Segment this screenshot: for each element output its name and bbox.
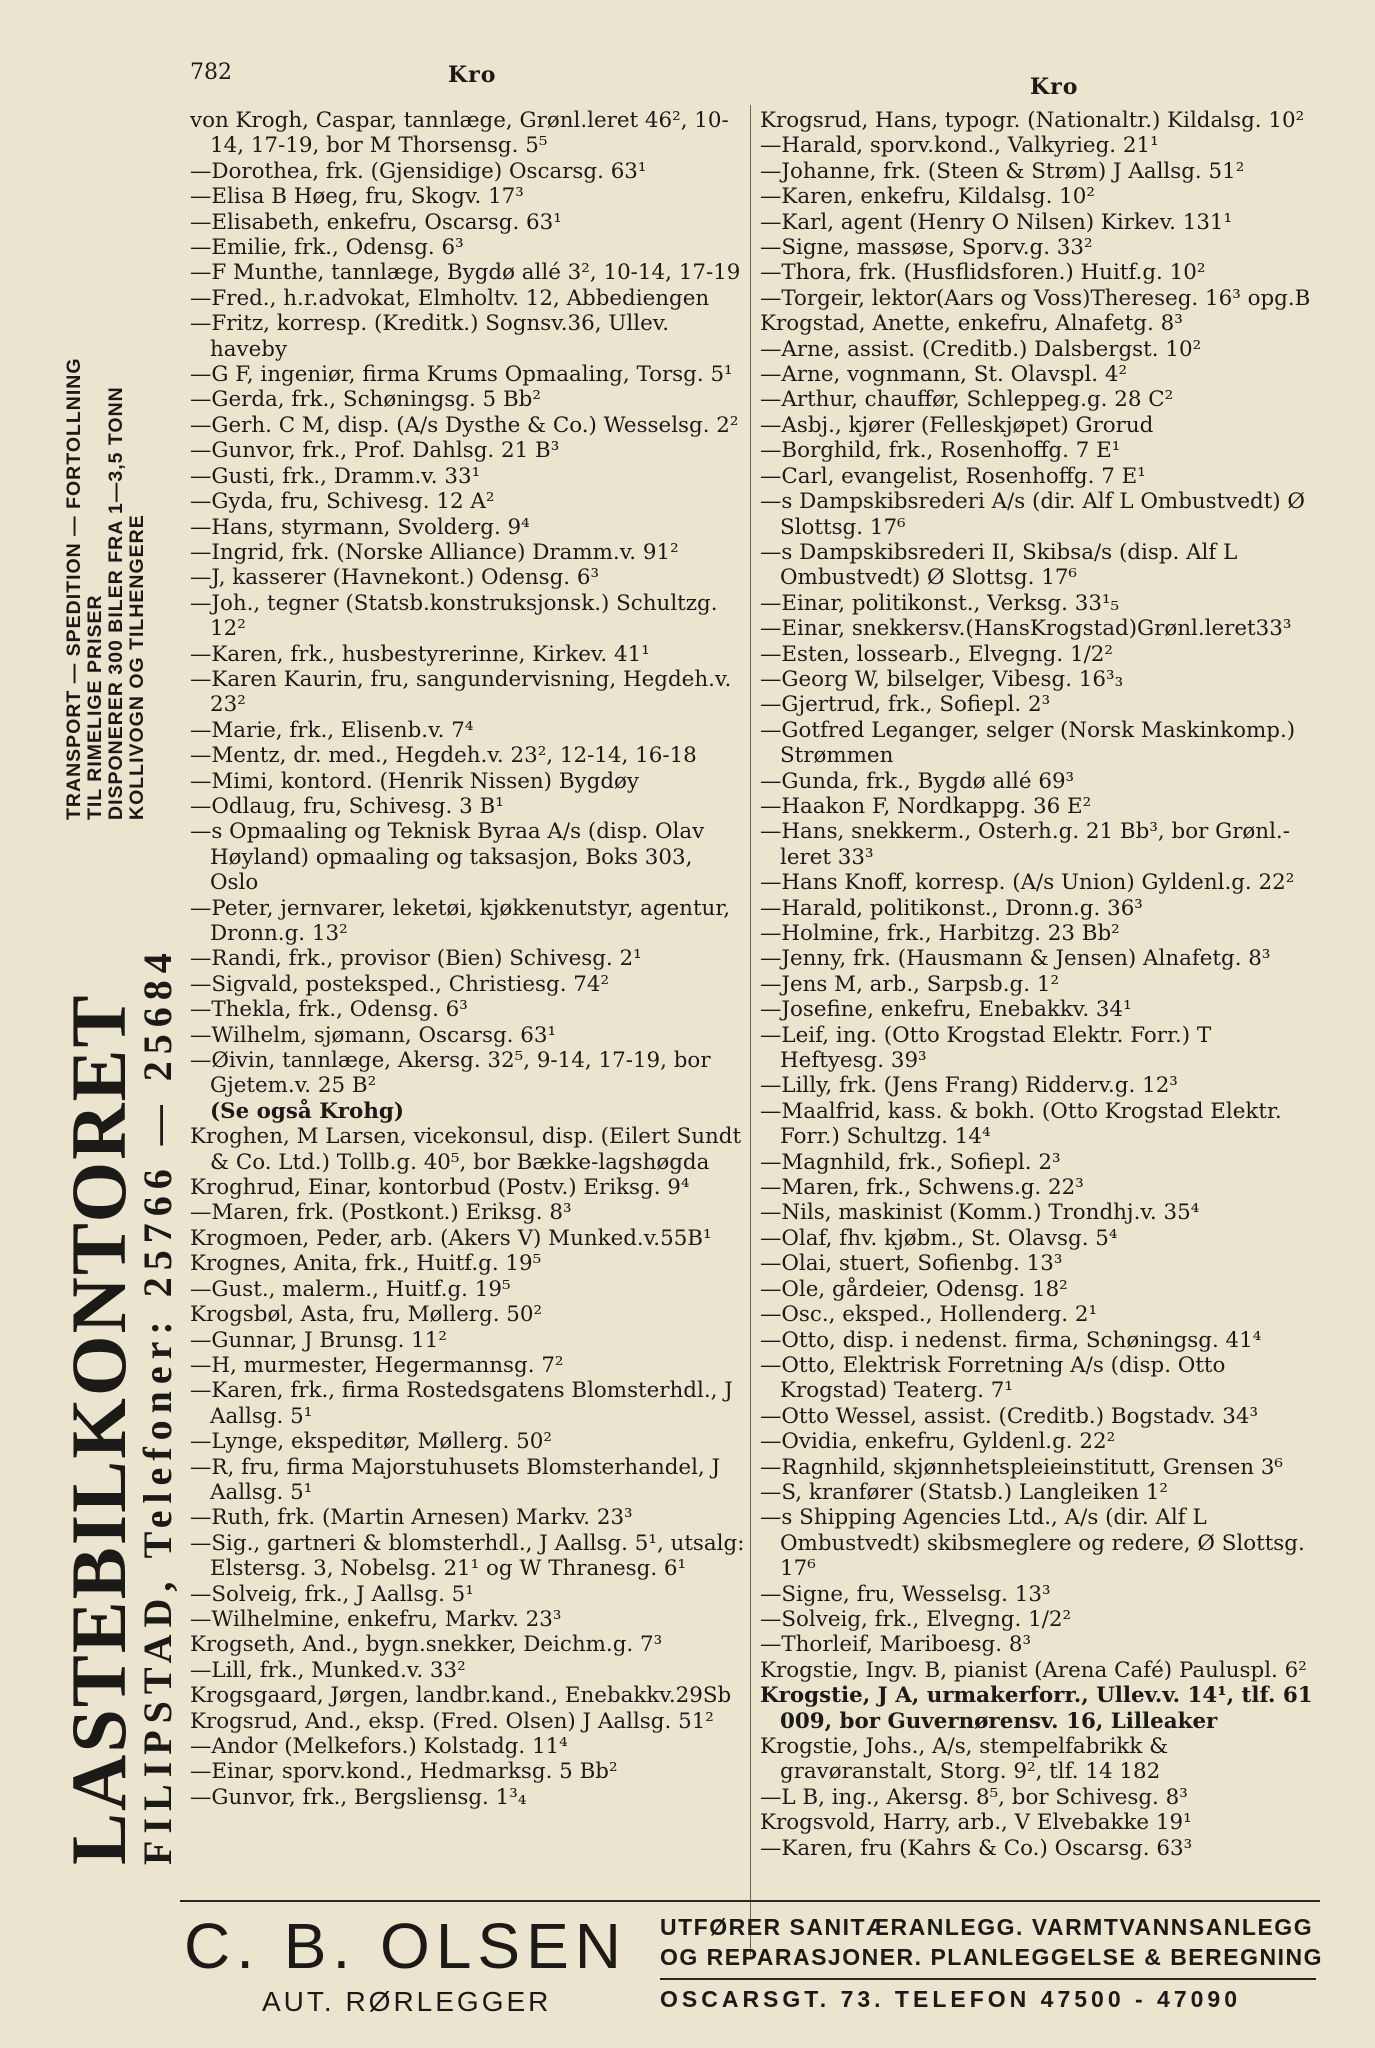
directory-entry: —Fred., h.r.advokat, Elmholtv. 12, Abbediengen: [190, 285, 710, 311]
directory-entry: —Gust., malerm., Huitf.g. 19⁵: [190, 1276, 511, 1302]
directory-entry: —Gerda, frk., Schøningsg. 5 Bb²: [190, 387, 541, 413]
directory-entry: —Ovidia, enkefru, Gyldenl.g. 22²: [760, 1429, 1116, 1455]
directory-entry: —Torgeir, lektor(Aars og Voss)Thereseg. 16³ opg.B: [760, 285, 1311, 311]
directory-entry: —Hans, snekkerm., Osterh.g. 21 Bb³, bor Grønl.-leret 33³: [760, 819, 1290, 870]
directory-entry: Krogsvold, Harry, arb., V Elvebakke 19¹: [760, 1810, 1192, 1836]
lastebilkontoret-title: LASTEBILKONTORET: [55, 993, 142, 1865]
transport-text-block: [64, 357, 148, 820]
transport-line: TRANSPORT — SPEDITION — FORTOLLNING: [63, 357, 85, 820]
directory-entry: —Harald, politikonst., Dronn.g. 36³: [760, 895, 1143, 921]
directory-entry: —Fritz, korresp. (Kreditk.) Sognsv.36, Ullev. haveby: [190, 311, 670, 362]
directory-entry: —Lill, frk., Munked.v. 33²: [190, 1657, 466, 1683]
address-line: OSCARSGT. 73. TELEFON 47500 - 47090: [660, 1986, 1242, 2012]
directory-entry: —Einar, snekkersv.(HansKrogstad)Grønl.leret33³: [760, 616, 1292, 642]
directory-entry: Krogsbøl, Asta, fru, Møllerg. 50²: [190, 1302, 543, 1328]
bottom-advertisement: [180, 1900, 1323, 2030]
directory-entry: —Sig., gartneri & blomsterhdl., J Aallsg. 5¹, utsalg: Elstersg. 3, Nobelsg. 21¹ og W Thranesg. 6¹: [190, 1530, 745, 1582]
directory-entry: —Signe, fru, Wesselsg. 13³: [760, 1581, 1051, 1607]
directory-entry: —Josefine, enkefru, Enebakkv. 34¹: [760, 997, 1132, 1023]
directory-entry: —Einar, sporv.kond., Hedmarksg. 5 Bb²: [190, 1759, 618, 1785]
directory-entry: —Magnhild, frk., Sofiepl. 2³: [760, 1149, 1061, 1175]
directory-entry: —Harald, sporv.kond., Valkyrieg. 21¹: [760, 133, 1159, 159]
directory-entry: —Georg W, bilselger, Vibesg. 16³₃: [760, 666, 1124, 692]
directory-entry: Krogstie, Ingv. B, pianist (Arena Café) Pauluspl. 6²: [760, 1657, 1307, 1683]
directory-entry: —Arthur, chauffør, Schleppeg.g. 28 C²: [760, 387, 1174, 413]
column-divider: [750, 105, 751, 1955]
directory-entry: —F Munthe, tannlæge, Bygdø allé 3², 10-14, 17-19: [190, 260, 741, 286]
directory-entry: —Elisabeth, enkefru, Oscarsg. 63¹: [190, 209, 562, 235]
left-column: [190, 108, 745, 1810]
directory-entry: —Signe, massøse, Sporv.g. 33²: [760, 235, 1093, 261]
directory-entry: —Andor (Melkefors.) Kolstadg. 11⁴: [190, 1734, 568, 1759]
directory-entry: Krogsrud, And., eksp. (Fred. Olsen) J Aallsg. 51²: [190, 1708, 714, 1734]
directory-entry: von Krogh, Caspar, tannlæge, Grønl.leret 46², 10-14, 17-19, bor M Thorsensg. 5⁵: [190, 108, 729, 159]
directory-entry: —Karen, frk., firma Rostedsgatens Blomsterhdl., J Aallsg. 5¹: [190, 1378, 733, 1429]
directory-entry: —s Shipping Agencies Ltd., A/s (dir. Alf L Ombustvedt) skibsmeglere og redere, Ø Slottsg. 17⁶: [760, 1505, 1305, 1582]
directory-entry: —Jenny, frk. (Hausmann & Jensen) Alnafetg. 8³: [760, 946, 1271, 972]
directory-entry: —Asbj., kjører (Felleskjøpet) Grorud: [760, 412, 1154, 438]
directory-entry: —Arne, vognmann, St. Olavspl. 4²: [760, 362, 1128, 388]
side-advertisement: [55, 100, 180, 1870]
directory-entry: Kroghen, M Larsen, vicekonsul, disp. (Eilert Sundt & Co. Ltd.) Tollb.g. 40⁵, bor Bække-lagshøgda: [190, 1124, 742, 1175]
directory-entry: Krognes, Anita, frk., Huitf.g. 19⁵: [190, 1251, 542, 1277]
directory-entry: —Hans, styrmann, Svolderg. 9⁴: [190, 514, 530, 540]
directory-entry: —Gunnar, J Brunsg. 11²: [190, 1327, 447, 1353]
directory-entry: —Carl, evangelist, Rosenhoffg. 7 E¹: [760, 463, 1146, 489]
directory-entry: —Sigvald, posteksped., Christiesg. 74²: [190, 971, 610, 997]
services-line: UTFØRER SANITÆRANLEGG. VARMTVANNSANLEGG: [660, 1914, 1314, 1940]
directory-entry: —H, murmester, Hegermannsg. 7²: [190, 1352, 564, 1378]
directory-entry: —Mentz, dr. med., Hegdeh.v. 23², 12-14, 16-18: [190, 743, 697, 769]
directory-entry: —Joh., tegner (Statsb.konstruksjonsk.) Schultzg. 12²: [190, 590, 718, 642]
directory-entry: —J, kasserer (Havnekont.) Odensg. 6³: [190, 565, 600, 591]
directory-entry: —Wilhelm, sjømann, Oscarsg. 63¹: [190, 1022, 557, 1048]
directory-entry: —Esten, lossearb., Elvegng. 1/2²: [760, 641, 1113, 667]
directory-entry: Krogseth, And., bygn.snekker, Deichm.g. 7³: [190, 1632, 663, 1658]
directory-entry: —Karen Kaurin, fru, sangundervisning, Hegdeh.v. 23²: [190, 666, 732, 718]
directory-entry: —Karen, enkefru, Kildalsg. 10²: [760, 184, 1095, 210]
directory-entry: —Borghild, frk., Rosenhoffg. 7 E¹: [760, 438, 1121, 464]
right-column: [760, 108, 1315, 1861]
directory-entry: —Gerh. C M, disp. (A/s Dysthe & Co.) Wesselsg. 2²: [190, 412, 739, 438]
directory-entry: —Arne, assist. (Creditb.) Dalsbergst. 10²: [760, 336, 1202, 362]
transport-line: KOLLIVOGN OG TILHENGERE: [126, 514, 148, 820]
directory-entry: —S, kranfører (Statsb.) Langleiken 1²: [760, 1479, 1169, 1505]
directory-entry: —Peter, jernvarer, leketøi, kjøkkenutstyr, agentur, Dronn.g. 13²: [190, 895, 730, 946]
directory-entry: —Maren, frk. (Postkont.) Eriksg. 8³: [190, 1200, 572, 1226]
directory-entry: Krogmoen, Peder, arb. (Akers V) Munked.v.55B¹: [190, 1225, 712, 1251]
directory-entry: Krogstie, J A, urmakerforr., Ullev.v. 14¹, tlf. 61 009, bor Guvernørensv. 16, Lilleaker: [760, 1683, 1313, 1734]
directory-entry: —Ragnhild, skjønnhetspleieinstitutt, Grensen 3⁶: [760, 1454, 1284, 1480]
directory-entry: —Emilie, frk., Odensg. 6³: [190, 235, 464, 261]
directory-entry: —Olaf, fhv. kjøbm., St. Olavsg. 5⁴: [760, 1225, 1118, 1251]
directory-entry: —Ruth, frk. (Martin Arnesen) Markv. 23³: [190, 1505, 633, 1531]
company-name: C. B. OLSEN: [184, 1910, 627, 1982]
page-number: 782: [190, 60, 232, 85]
directory-entry: —Karen, frk., husbestyrerinne, Kirkev. 41¹: [190, 641, 650, 667]
directory-entry: —Thora, frk. (Husflidsforen.) Huitf.g. 10²: [760, 260, 1206, 286]
directory-entry: —Thorleif, Mariboesg. 8³: [760, 1632, 1032, 1658]
transport-line: DISPONERER 300 BILER FRA 1—3,5 TONN: [105, 386, 127, 820]
directory-entry: —Ingrid, frk. (Norske Alliance) Dramm.v. 91²: [190, 539, 679, 565]
directory-entry: —Solveig, frk., J Aallsg. 5¹: [190, 1581, 474, 1607]
directory-entry: —Karl, agent (Henry O Nilsen) Kirkev. 131¹: [760, 209, 1233, 235]
directory-entry: —Randi, frk., provisor (Bien) Schivesg. 2¹: [190, 946, 642, 972]
directory-entry: —s Dampskibsrederi A/s (dir. Alf L Ombustvedt) Ø Slottsg. 17⁶: [760, 489, 1305, 540]
directory-entry: —Gunvor, frk., Bergsliensg. 1³₄: [190, 1784, 527, 1810]
transport-line: TIL RIMELIGE PRISER: [84, 594, 106, 820]
directory-entry: —Thekla, frk., Odensg. 6³: [190, 997, 468, 1023]
directory-entry: —Haakon F, Nordkappg. 36 E²: [760, 793, 1092, 819]
running-header-right: Kro: [1030, 74, 1079, 100]
directory-entry: —Otto, disp. i nedenst. firma, Schøningsg. 41⁴: [760, 1327, 1262, 1353]
directory-entry: —Einar, politikonst., Verksg. 33¹₅: [760, 590, 1120, 616]
directory-entry: —Lilly, frk. (Jens Frang) Ridderv.g. 12³: [760, 1073, 1178, 1099]
directory-entry: —Elisa B Høeg, fru, Skogv. 17³: [190, 184, 524, 210]
directory-entry: Krogstie, Johs., A/s, stempelfabrikk & gravøranstalt, Storg. 9², tlf. 14 182: [760, 1734, 1169, 1785]
directory-entry: —Olai, stuert, Sofienbg. 13³: [760, 1251, 1063, 1277]
running-header-left: Kro: [448, 62, 497, 88]
directory-entry: —Øivin, tannlæge, Akersg. 32⁵, 9-14, 17-19, bor Gjetem.v. 25 B²: [190, 1048, 711, 1099]
directory-entry: —Nils, maskinist (Komm.) Trondhj.v. 35⁴: [760, 1200, 1200, 1226]
directory-entry: (Se også Krohg): [210, 1098, 404, 1124]
directory-entry: —Johanne, frk. (Steen & Strøm) J Aallsg. 51²: [760, 158, 1245, 184]
directory-entry: —L B, ing., Akersg. 8⁵, bor Schivesg. 8³: [760, 1784, 1188, 1810]
directory-entry: —G F, ingeniør, firma Krums Opmaaling, Torsg. 5¹: [190, 362, 733, 388]
directory-entry: —Holmine, frk., Harbitzg. 23 Bb²: [760, 921, 1120, 946]
directory-entry: Kroghrud, Einar, kontorbud (Postv.) Eriksg. 9⁴: [190, 1175, 690, 1201]
directory-entry: —Leif, ing. (Otto Krogstad Elektr. Forr.) T Heftyesg. 39³: [760, 1022, 1212, 1074]
directory-entry: —s Opmaaling og Teknisk Byraa A/s (disp. Olav Høyland) opmaaling og taksasjon, Boks 303, Oslo: [190, 819, 705, 896]
directory-entry: —Mimi, kontord. (Henrik Nissen) Bygdøy: [190, 768, 639, 794]
directory-entry: —R, fru, firma Majorstuhusets Blomsterhandel, J Aallsg. 5¹: [190, 1454, 721, 1505]
directory-entry: —Hans Knoff, korresp. (A/s Union) Gyldenl.g. 22²: [760, 870, 1295, 896]
directory-entry: —Gunda, frk., Bygdø allé 69³: [760, 768, 1075, 794]
directory-entry: —Marie, frk., Elisenb.v. 7⁴: [190, 717, 474, 743]
directory-entry: —Jens M, arb., Sarpsb.g. 1²: [760, 971, 1060, 997]
directory-entry: —Otto Wessel, assist. (Creditb.) Bogstadv. 34³: [760, 1403, 1259, 1429]
directory-entry: —Ole, gårdeier, Odensg. 18²: [760, 1276, 1068, 1302]
directory-entry: —Gyda, fru, Schivesg. 12 A²: [190, 489, 495, 515]
directory-entry: —s Dampskibsrederi II, Skibsa/s (disp. Alf L Ombustvedt) Ø Slottsg. 17⁶: [760, 539, 1238, 591]
directory-entry: —Wilhelmine, enkefru, Markv. 23³: [190, 1606, 562, 1632]
directory-entry: —Solveig, frk., Elvegng. 1/2²: [760, 1606, 1072, 1632]
directory-entry: —Gusti, frk., Dramm.v. 33¹: [190, 463, 481, 489]
company-subtitle: AUT. RØRLEGGER: [262, 1986, 552, 2017]
directory-entry: —Gjertrud, frk., Sofiepl. 2³: [760, 692, 1051, 718]
directory-entry: —Maalfrid, kass. & bokh. (Otto Krogstad Elektr. Forr.) Schultzg. 14⁴: [760, 1098, 1282, 1150]
directory-entry: —Karen, fru (Kahrs & Co.) Oscarsg. 63³: [760, 1835, 1193, 1861]
phone-line: FILIPSTAD, Telefoner: 25766 — 25684: [135, 946, 180, 1865]
services-line: OG REPARASJONER. PLANLEGGELSE & BEREGNING: [660, 1944, 1323, 1970]
directory-entry: —Otto, Elektrisk Forretning A/s (disp. Otto Krogstad) Teaterg. 7¹: [760, 1352, 1226, 1404]
ad-top-rule: [180, 1900, 1320, 1902]
directory-entry: —Maren, frk., Schwens.g. 22³: [760, 1175, 1084, 1201]
directory-entry: Krogsgaard, Jørgen, landbr.kand., Enebakkv.29Sb: [190, 1683, 732, 1709]
directory-entry: Krogstad, Anette, enkefru, Alnafetg. 8³: [760, 311, 1183, 337]
directory-entry: —Odlaug, fru, Schivesg. 3 B¹: [190, 793, 504, 819]
directory-entry: Krogsrud, Hans, typogr. (Nationaltr.) Kildalsg. 10²: [760, 108, 1305, 133]
directory-entry: —Osc., eksped., Hollenderg. 2¹: [760, 1302, 1098, 1328]
directory-entry: —Dorothea, frk. (Gjensidige) Oscarsg. 63¹: [190, 158, 647, 184]
directory-entry: —Gotfred Leganger, selger (Norsk Maskinkomp.) Strømmen: [760, 717, 1296, 769]
address-rule: [660, 1978, 1316, 1980]
directory-entry: —Gunvor, frk., Prof. Dahlsg. 21 B³: [190, 438, 560, 464]
directory-entry: —Lynge, ekspeditør, Møllerg. 50²: [190, 1429, 552, 1455]
